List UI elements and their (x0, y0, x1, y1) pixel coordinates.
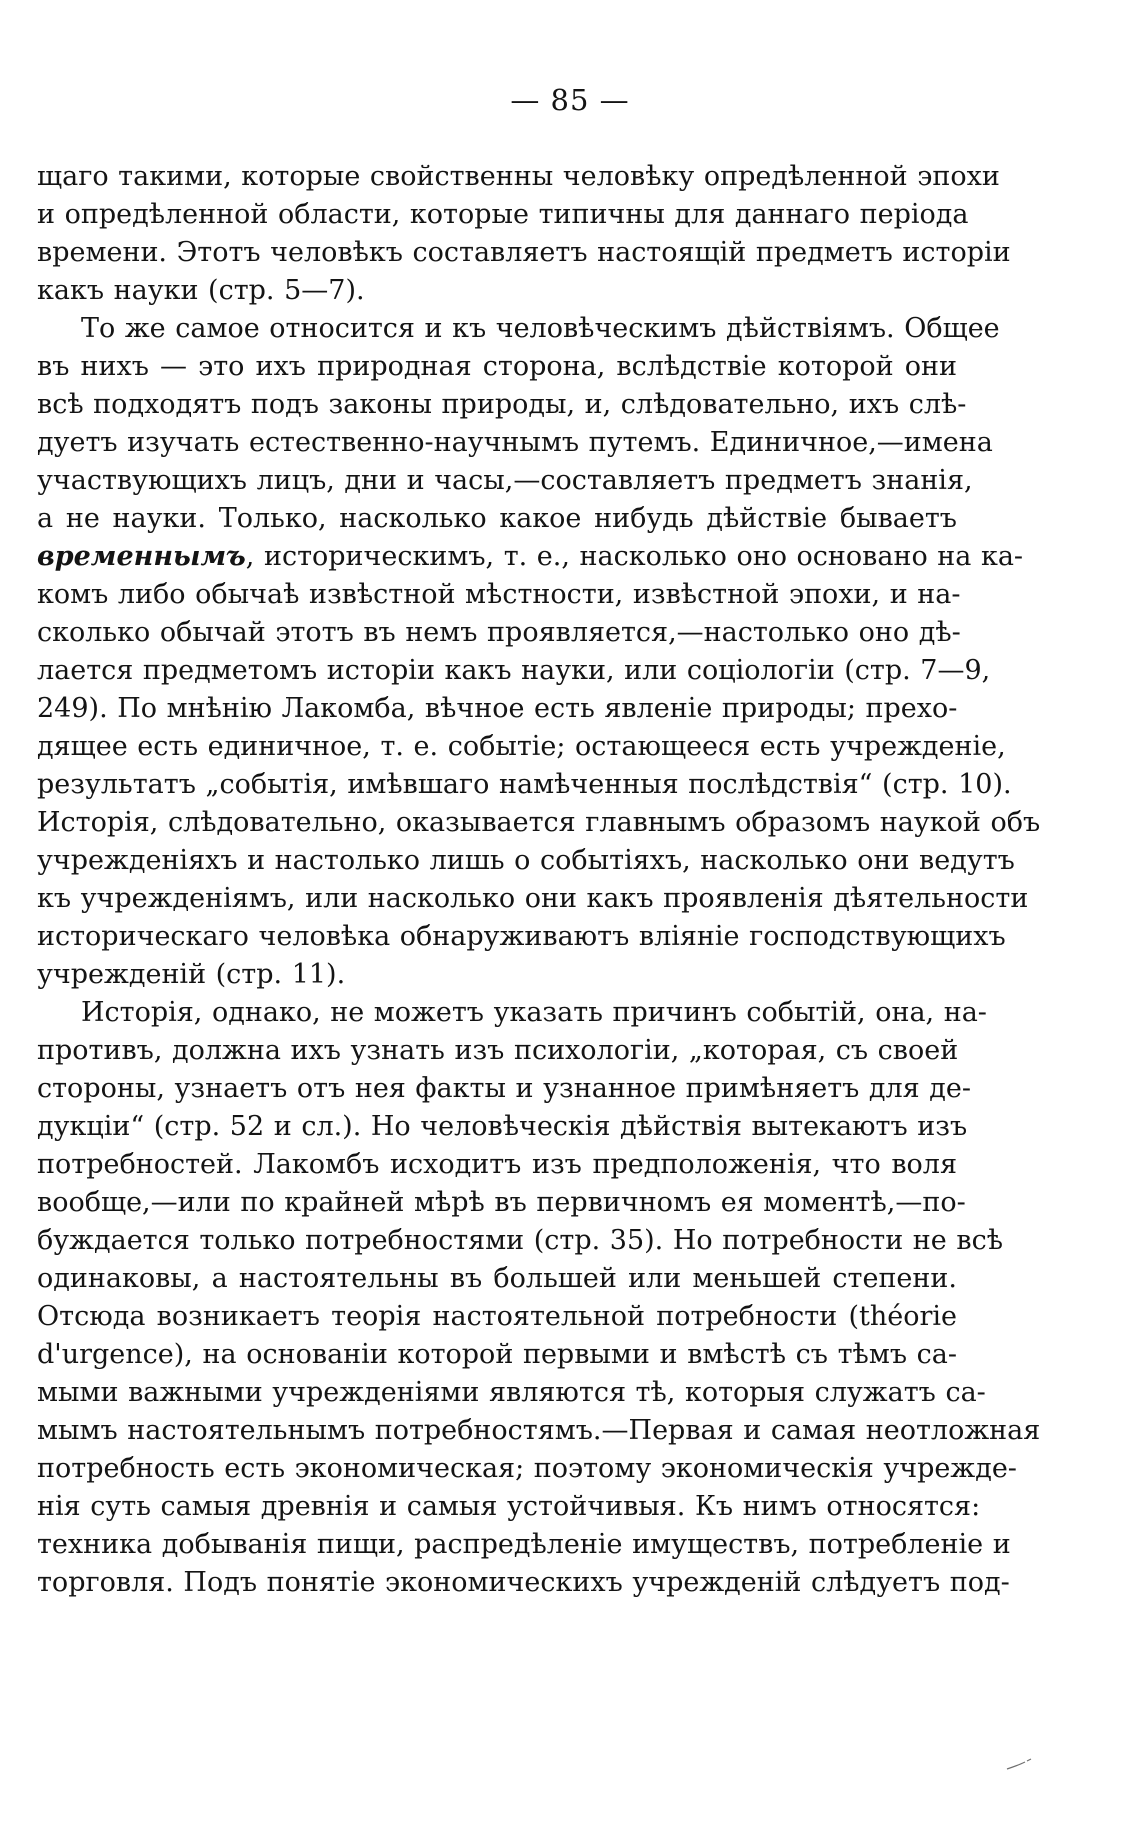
text-line: буждается только потребностями (стр. 35). Но потребности не всѣ (37, 1225, 1003, 1256)
text-line: дукціи“ (стр. 52 и сл.). Но человѣческія дѣйствія вытекаютъ изъ (37, 1111, 968, 1142)
text-line: дуетъ изучать естественно-научнымъ путемъ. Единичное,—имена (37, 427, 993, 458)
text-line: историческаго человѣка обнаруживаютъ вліяніе господствующихъ (37, 921, 1006, 952)
page-number: — 85 — (510, 83, 630, 117)
text-line: мымъ настоятельнымъ потребностямъ.—Первая и самая неотложная (37, 1415, 1041, 1446)
text-line: техника добыванія пищи, распредѣленіе имуществъ, потребленіе и (37, 1529, 1011, 1560)
text-line: щаго такими, которые свойственны человѣку опредѣленной эпохи (37, 161, 1000, 192)
text-line: дящее есть единичное, т. е. событіе; остающееся есть учрежденіе, (37, 731, 1006, 762)
text-line: учрежденій (стр. 11). (37, 959, 346, 990)
text-line: какъ науки (стр. 5—7). (37, 275, 365, 306)
text-line: участвующихъ лицъ, дни и часы,—составляетъ предметъ знанія, (37, 465, 973, 496)
text-line: одинаковы, а настоятельны въ большей или меньшей степени. (37, 1263, 957, 1294)
text-line: а не науки. Только, насколько какое нибудь дѣйствіе бываетъ (37, 503, 957, 534)
text-line: всѣ подходятъ подъ законы природы, и, слѣдовательно, ихъ слѣ- (37, 389, 967, 420)
text-line: сколько обычай этотъ въ немъ проявляется,—настолько оно дѣ- (37, 617, 961, 648)
paragraph-2 (37, 310, 1041, 994)
text-line: времени. Этотъ человѣкъ составляетъ настоящій предметъ исторіи (37, 237, 1011, 268)
text-line: Отсюда возникаетъ теорія настоятельной потребности (théorie (37, 1301, 957, 1332)
text-line: учрежденіяхъ и настолько лишь о событіяхъ, насколько они ведутъ (37, 845, 1015, 876)
paragraph-1 (37, 158, 1011, 310)
text-line: нія суть самыя древнія и самыя устойчивыя. Къ нимъ относятся: (37, 1491, 981, 1522)
text-line: результатъ „событія, имѣвшаго намѣченныя послѣдствія“ (стр. 10). (37, 769, 1012, 800)
text-line: и опредѣленной области, которые типичны для даннаго періода (37, 199, 969, 230)
text-line: 249). По мнѣнію Лакомба, вѣчное есть явленіе природы; прехо- (37, 693, 958, 724)
text-line: мыми важными учрежденіями являются тѣ, которыя служатъ са- (37, 1377, 986, 1408)
text-line: вообще,—или по крайней мѣрѣ въ первичномъ ея моментѣ,—по- (37, 1187, 966, 1218)
text-line-with-emphasis (37, 538, 1024, 576)
text-line: противъ, должна ихъ узнать изъ психологіи, „которая, съ своей (37, 1035, 959, 1066)
text-line: Исторія, однако, не можетъ указать причинъ событій, она, на- (81, 997, 987, 1028)
text-line: комъ либо обычаѣ извѣстной мѣстности, извѣстной эпохи, и на- (37, 579, 961, 610)
text-line: потребность есть экономическая; поэтому экономическія учрежде- (37, 1453, 1017, 1484)
text-line: То же самое относится и къ человѣческимъ дѣйствіямъ. Общее (81, 313, 1000, 344)
text-line: стороны, узнаетъ отъ нея факты и узнанное примѣняетъ для де- (37, 1073, 972, 1104)
emphasized-word: временнымъ (37, 541, 246, 572)
paragraph-3 (37, 994, 1041, 1602)
text-line: торговля. Подъ понятіе экономическихъ учрежденій слѣдуетъ под- (37, 1567, 1010, 1598)
text-line-rest: , историческимъ, т. е., насколько оно основано на ка- (245, 541, 1024, 572)
text-line: лается предметомъ исторіи какъ науки, или соціологіи (стр. 7—9, (37, 655, 991, 686)
text-line: къ учрежденіямъ, или насколько они какъ проявленія дѣятельности (37, 883, 1029, 914)
text-line: потребностей. Лакомбъ исходитъ изъ предположенія, что воля (37, 1149, 957, 1180)
text-line: въ нихъ — это ихъ природная сторона, вслѣдствіе которой они (37, 351, 957, 382)
text-line: Исторія, слѣдовательно, оказывается главнымъ образомъ наукой объ (37, 807, 1041, 838)
body-text (37, 158, 1041, 1602)
ink-mark-icon (1005, 1757, 1035, 1771)
text-line: d'urgence), на основаніи которой первыми и вмѣстѣ съ тѣмъ са- (37, 1339, 957, 1370)
